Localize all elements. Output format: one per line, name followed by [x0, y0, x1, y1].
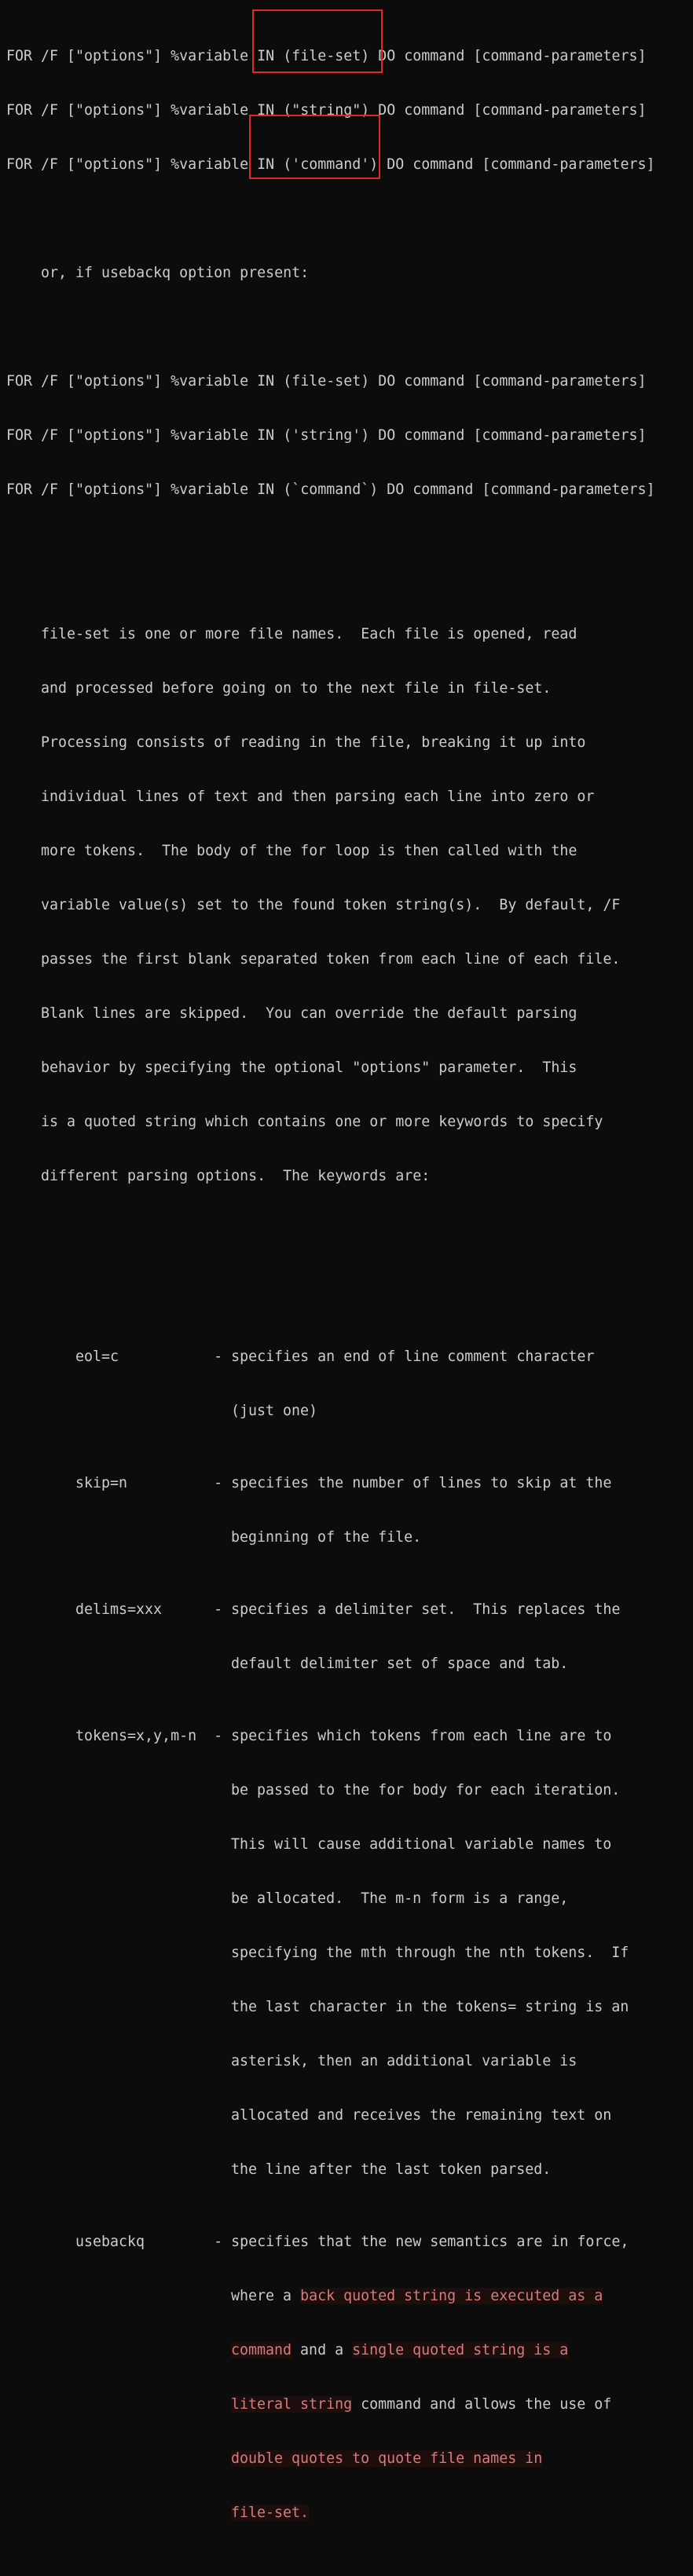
blank-line	[6, 1257, 691, 1275]
syntax-line: FOR /F ["options"] %variable IN ('command') DO command [command-parameters]	[6, 156, 655, 173]
keyword-skip: skip=n - specifies the number of lines to skip at the	[75, 1475, 612, 1491]
description-line: behavior by specifying the optional "options" parameter. This	[41, 1059, 578, 1076]
terminal-output	[6, 11, 691, 2576]
usebackq-syntax-line: FOR /F ["options"] %variable IN (`command`) DO command [command-parameters]	[6, 481, 655, 498]
usebackq-continuation	[6, 2287, 691, 2305]
blank-line	[6, 535, 691, 553]
usebackq-continuation	[6, 2504, 691, 2522]
keyword-list	[6, 1312, 691, 2558]
usebackq-continuation	[6, 2450, 691, 2468]
description-line: individual lines of text and then parsing each line into zero or	[41, 789, 595, 805]
highlighted-text: back quoted string is executed as a	[300, 2288, 603, 2304]
usebackq-continuation	[6, 2395, 691, 2413]
keyword-continuation: default delimiter set of space and tab.	[231, 1656, 569, 1672]
description-block	[6, 589, 691, 1221]
usebackq-plain-text: and a	[292, 2342, 353, 2358]
blank-line	[6, 210, 691, 228]
description-line: different parsing options. The keywords are:	[41, 1168, 431, 1184]
description-line: more tokens. The body of the for loop is then called with the	[41, 843, 578, 859]
highlighted-text: command	[231, 2342, 292, 2358]
description-line: passes the first blank separated token from each line of each file.	[41, 951, 621, 968]
keyword-continuation: This will cause additional variable names to	[231, 1836, 612, 1853]
usebackq-plain-text: command and allows the use of	[352, 2396, 612, 2413]
keyword-delims: delims=xxx - specifies a delimiter set. This replaces the	[75, 1601, 621, 1618]
keyword-continuation: be passed to the for body for each iteration.	[231, 1782, 621, 1798]
highlighted-text: double quotes to quote file names in	[231, 2450, 543, 2467]
keyword-continuation: the last character in the tokens= string is an	[231, 1999, 629, 2015]
keyword-continuation: allocated and receives the remaining text on	[231, 2107, 612, 2124]
blank-line	[6, 318, 691, 336]
usebackq-plain-text: where a	[231, 2288, 301, 2304]
keyword-eol: eol=c - specifies an end of line comment character	[75, 1348, 595, 1365]
keyword-continuation: be allocated. The m-n form is a range,	[231, 1890, 569, 1907]
keyword-continuation: beginning of the file.	[231, 1529, 422, 1546]
description-line: variable value(s) set to the found token string(s). By default, /F	[41, 897, 621, 913]
highlighted-text: file-set.	[231, 2505, 310, 2521]
keyword-continuation: specifying the mth through the nth tokens. If	[231, 1945, 629, 1961]
usebackq-continuation	[6, 2341, 691, 2359]
description-line: Processing consists of reading in the file, breaking it up into	[41, 734, 586, 751]
description-line: and processed before going on to the next file in file-set.	[41, 680, 552, 697]
usebackq-syntax-line: FOR /F ["options"] %variable IN ('string') DO command [command-parameters]	[6, 427, 647, 444]
usebackq-syntax-line: FOR /F ["options"] %variable IN (file-set) DO command [command-parameters]	[6, 373, 647, 390]
description-line: Blank lines are skipped. You can override the default parsing	[41, 1005, 578, 1022]
highlighted-text: literal string	[231, 2396, 353, 2413]
description-line: file-set is one or more file names. Each file is opened, read	[41, 626, 578, 642]
keyword-continuation: (just one)	[231, 1403, 318, 1419]
keyword-usebackq: usebackq - specifies that the new semantics are in force,	[75, 2234, 629, 2250]
highlighted-text: single quoted string is a	[352, 2342, 569, 2358]
keyword-continuation: asterisk, then an additional variable is	[231, 2053, 578, 2069]
syntax-line: FOR /F ["options"] %variable IN ("string") DO command [command-parameters]	[6, 102, 647, 119]
usebackq-note: or, if usebackq option present:	[41, 265, 310, 281]
syntax-line: FOR /F ["options"] %variable IN (file-set) DO command [command-parameters]	[6, 48, 647, 64]
keyword-tokens: tokens=x,y,m-n - specifies which tokens from each line are to	[75, 1728, 612, 1744]
keyword-continuation: the line after the last token parsed.	[231, 2161, 552, 2178]
description-line: is a quoted string which contains one or more keywords to specify	[41, 1114, 603, 1130]
